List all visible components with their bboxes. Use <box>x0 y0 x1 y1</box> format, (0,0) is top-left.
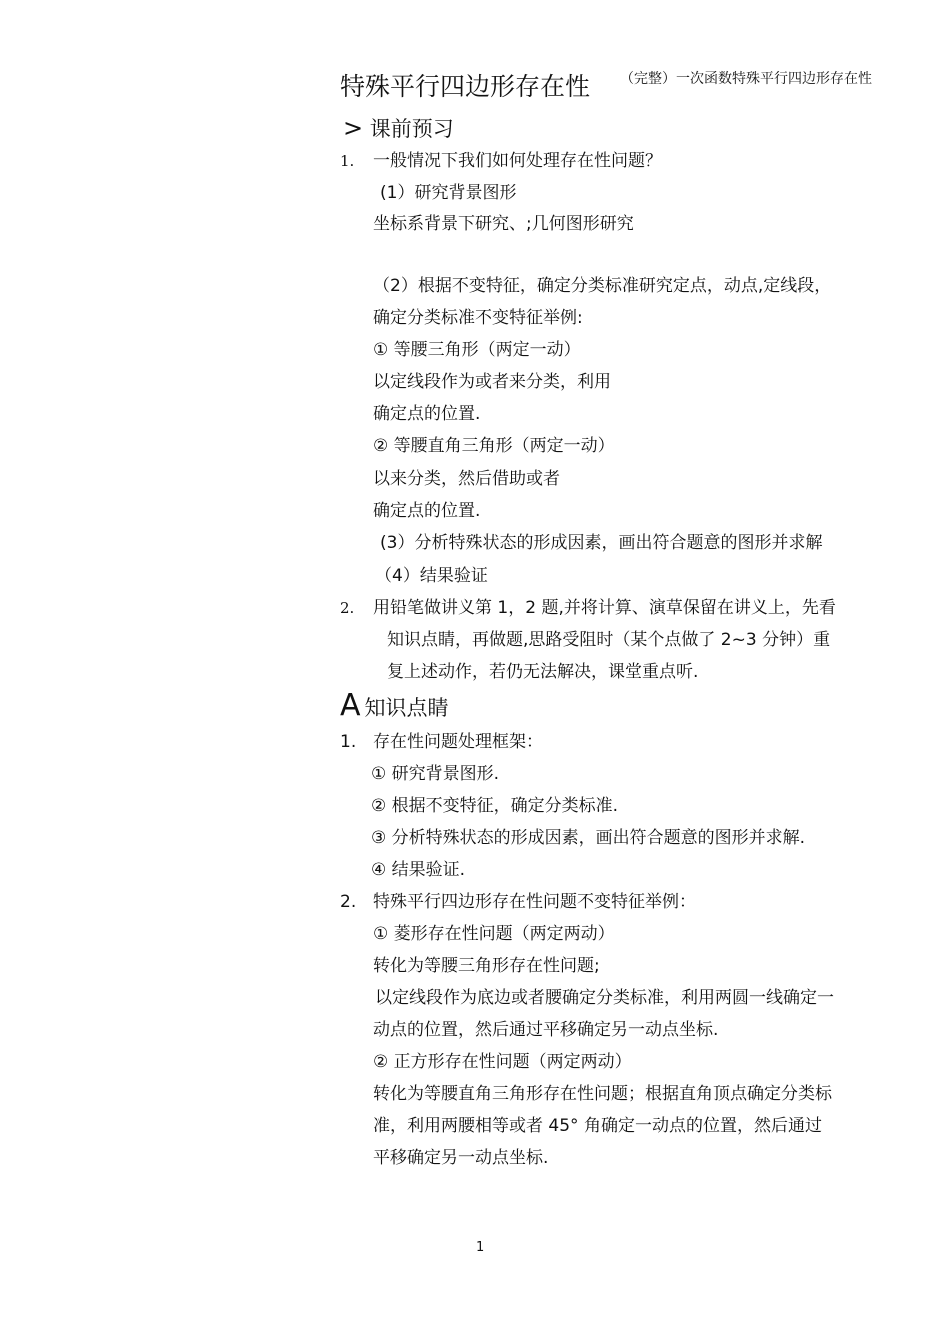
example-1-line: 以定线段作为或者来分类，利用 <box>373 372 611 392</box>
step-2-cont: 确定分类标准不变特征举例: <box>373 308 583 328</box>
list-number: 1. <box>340 732 357 752</box>
list-number: 2. <box>340 892 357 912</box>
page-number: 1 <box>476 1240 485 1255</box>
section-heading-knowledge <box>340 688 449 723</box>
section-title: 课前预习 <box>369 117 454 141</box>
square-line: 平移确定另一动点坐标. <box>373 1148 549 1168</box>
list-number: 2. <box>340 599 355 617</box>
question-text: 一般情况下我们如何处理存在性问题？ <box>373 151 662 171</box>
instruction-line: 知识点睛，再做题,思路受阻时（某个点做了 2~3 分钟）重 <box>387 630 831 650</box>
section-heading-preview <box>343 114 454 143</box>
step-1-detail: 坐标系背景下研究、;几何图形研究 <box>373 214 634 234</box>
instruction-line: 复上述动作，若仍无法解决，课堂重点听. <box>387 662 699 682</box>
rhombus-line: 动点的位置，然后通过平移确定另一动点坐标. <box>373 1020 719 1040</box>
document-title: 特殊平行四边形存在性 <box>340 72 591 101</box>
document-subtitle: （完整）一次函数特殊平行四边形存在性 <box>620 71 872 87</box>
step-4: （4）结果验证 <box>375 566 488 586</box>
list-number: 1. <box>340 152 355 170</box>
square-line: 转化为等腰直角三角形存在性问题；根据直角顶点确定分类标 <box>373 1084 832 1104</box>
example-2-line: 确定点的位置. <box>373 501 481 521</box>
example-1-line: 确定点的位置. <box>373 404 481 424</box>
framework-step: ② 根据不变特征，确定分类标准. <box>371 796 619 816</box>
rhombus-line: 以定线段作为底边或者腰确定分类标准，利用两圆一线确定一 <box>375 988 834 1008</box>
section-letter: A <box>340 688 361 723</box>
step-1: (1）研究背景图形 <box>380 183 517 203</box>
example-1-title: ① 等腰三角形（两定一动） <box>373 340 581 360</box>
rhombus-title: ① 菱形存在性问题（两定两动） <box>373 924 615 944</box>
feature-title: 特殊平行四边形存在性问题不变特征举例： <box>373 892 696 912</box>
example-2-title: ② 等腰直角三角形（两定一动） <box>373 436 615 456</box>
instruction-line: 用铅笔做讲义第 1，2 题,并将计算、演草保留在讲义上，先看 <box>373 598 836 618</box>
framework-step: ④ 结果验证. <box>371 860 466 880</box>
arrow-icon: > <box>343 114 364 142</box>
framework-step: ③ 分析特殊状态的形成因素，画出符合题意的图形并求解. <box>371 828 806 848</box>
square-line: 准，利用两腰相等或者 45° 角确定一动点的位置，然后通过 <box>373 1116 822 1136</box>
step-2: （2）根据不变特征，确定分类标准研究定点，动点,定线段， <box>373 276 832 296</box>
section-title: 知识点睛 <box>364 696 449 720</box>
framework-step: ① 研究背景图形. <box>371 764 500 784</box>
framework-title: 存在性问题处理框架： <box>373 732 543 752</box>
rhombus-line: 转化为等腰三角形存在性问题; <box>373 956 600 976</box>
step-3: (3）分析特殊状态的形成因素，画出符合题意的图形并求解 <box>380 533 823 553</box>
example-2-line: 以来分类，然后借助或者 <box>373 469 560 489</box>
square-title: ② 正方形存在性问题（两定两动） <box>373 1052 632 1072</box>
